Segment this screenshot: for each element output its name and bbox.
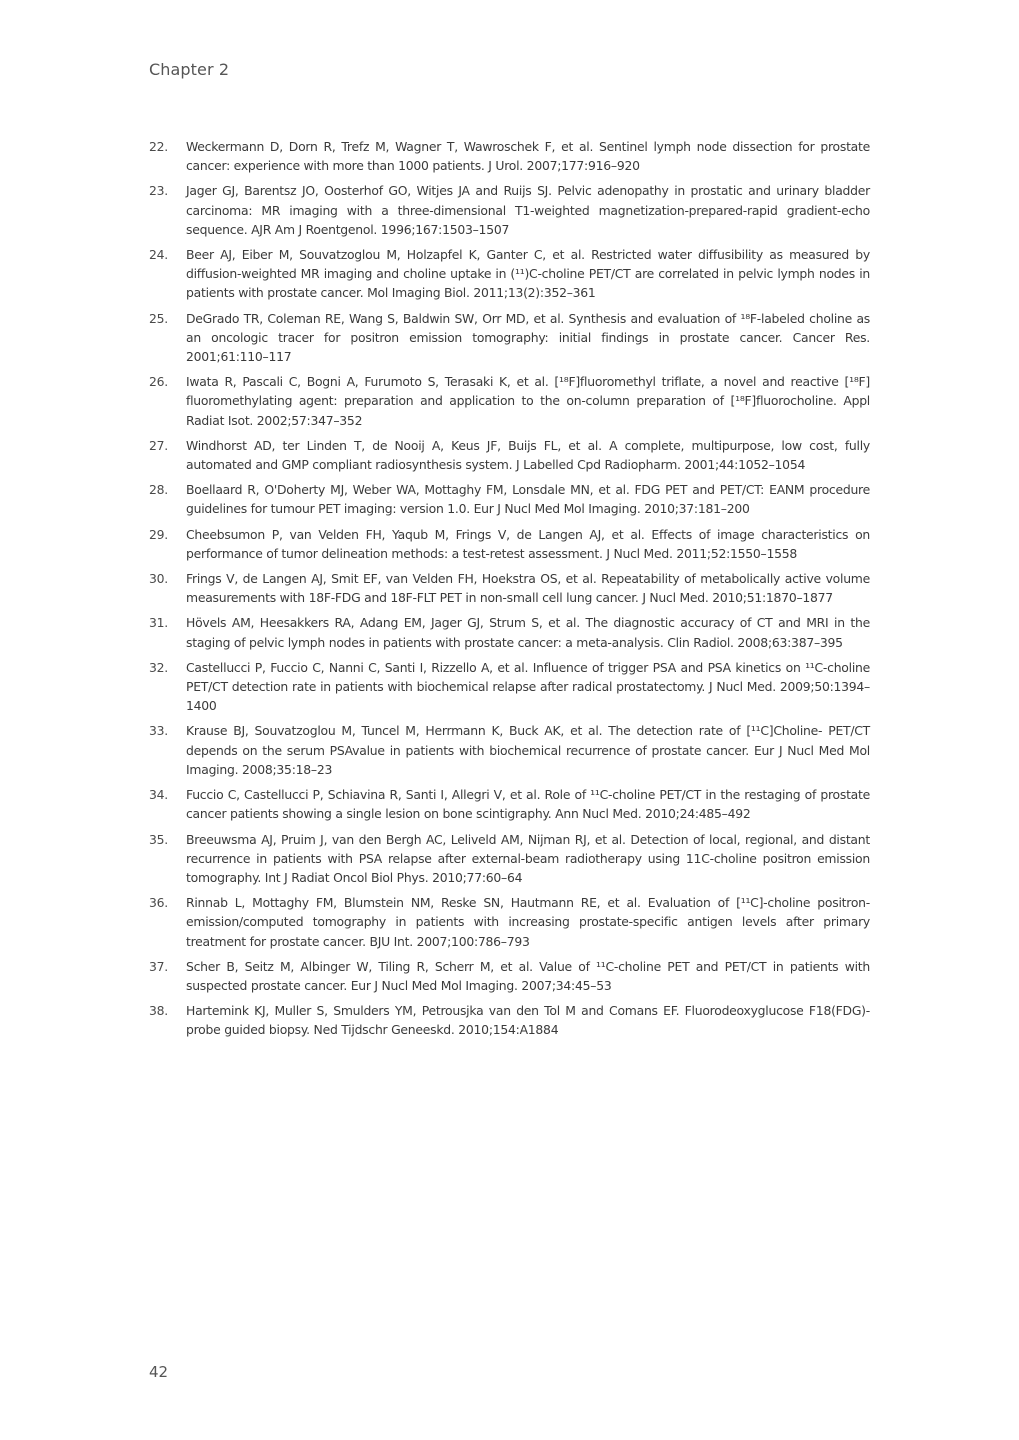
- running-header: Chapter 2: [149, 60, 230, 79]
- reference-item: [149, 830, 870, 888]
- reference-text: Iwata R, Pascali C, Bogni A, Furumoto S, Terasaki K, et al. [¹⁸F]fluoromethyl triflate, a novel and reactive [¹⁸F] fluoromethylating agent: preparation and application to the on-column preparation of [¹⁸F]fluorocholine. Appl Radiat Isot. 2002;57:347–352: [186, 374, 870, 428]
- reference-number: 27.: [149, 437, 168, 453]
- reference-number: 24.: [149, 247, 168, 263]
- reference-number: 36.: [149, 895, 168, 911]
- reference-text: Hövels AM, Heesakkers RA, Adang EM, Jager GJ, Strum S, et al. The diagnostic accuracy of CT and MRI in the staging of pelvic lymph nodes in patients with prostate cancer: a meta-analysis. Clin Radiol. 2008;63:387–395: [186, 615, 870, 650]
- reference-text: Windhorst AD, ter Linden T, de Nooij A, Keus JF, Buijs FL, et al. A complete, multipurpose, low cost, fully automated and GMP compliant radiosynthesis system. J Labelled Cpd Radiopharm. 2001;44:1052–1054: [186, 437, 870, 473]
- reference-number: 34.: [149, 787, 168, 803]
- reference-text: Frings V, de Langen AJ, Smit EF, van Velden FH, Hoekstra OS, et al. Repeatability of metabolically active volume measurements with 18F-FDG and 18F-FLT PET in non-small cell lung cancer. J Nucl Med. 2010;51:1870–1877: [186, 571, 870, 606]
- reference-number: 33.: [149, 723, 168, 739]
- reference-item: [149, 569, 870, 607]
- reference-number: 26.: [149, 374, 168, 390]
- reference-text: Scher B, Seitz M, Albinger W, Tiling R, Scherr M, et al. Value of ¹¹C-choline PET and PET/CT in patients with suspected prostate cancer. Eur J Nucl Med Mol Imaging. 2007;34:45–53: [186, 958, 870, 993]
- reference-number: 35.: [149, 831, 168, 847]
- reference-item: [149, 245, 870, 303]
- reference-text: Weckermann D, Dorn R, Trefz M, Wagner T, Wawroschek F, et al. Sentinel lymph node dissection for prostate cancer: experience with more than 1000 patients. J Urol. 2007;177:916–920: [186, 139, 870, 174]
- reference-item: [149, 893, 870, 951]
- reference-item: [149, 372, 870, 430]
- reference-number: 29.: [149, 526, 168, 542]
- reference-text: Fuccio C, Castellucci P, Schiavina R, Santi I, Allegri V, et al. Role of ¹¹C-choline PET/CT in the restaging of prostate cancer patients showing a single lesion on bone scintigraphy. Ann Nucl Med. 2010;24:485–492: [186, 787, 870, 822]
- page-number: 42: [149, 1363, 169, 1381]
- reference-text: Breeuwsma AJ, Pruim J, van den Bergh AC, Leliveld AM, Nijman RJ, et al. Detection of local, regional, and distant recurrence in patients with PSA relapse after external-beam radiotherapy using 11C-choline positron emission tomography. Int J Radiat Oncol Biol Phys. 2010;77:60–64: [186, 831, 870, 885]
- reference-number: 37.: [149, 958, 168, 974]
- reference-item: [149, 181, 870, 239]
- reference-text: Castellucci P, Fuccio C, Nanni C, Santi I, Rizzello A, et al. Influence of trigger PSA and PSA kinetics on ¹¹C-choline PET/CT detection rate in patients with biochemical relapse after radical prostatectomy. J Nucl Med. 2009;50:1394–1400: [186, 659, 870, 714]
- reference-number: 22.: [149, 139, 168, 154]
- reference-number: 31.: [149, 615, 168, 631]
- reference-text: Krause BJ, Souvatzoglou M, Tuncel M, Herrmann K, Buck AK, et al. The detection rate of [¹¹C]Choline- PET/CT depends on the serum PSAvalue in patients with biochemical recurrence of prostate cancer. Eur J Nucl Med Mol Imaging. 2008;35:18–23: [186, 723, 870, 777]
- reference-number: 32.: [149, 659, 168, 675]
- reference-text: DeGrado TR, Coleman RE, Wang S, Baldwin SW, Orr MD, et al. Synthesis and evaluation of ¹⁸F-labeled choline as an oncologic tracer for positron emission tomography: initial findings in prostate cancer. Cancer Res. 2001;61:110–117: [186, 310, 870, 365]
- reference-number: 25.: [149, 310, 168, 326]
- reference-number: 28.: [149, 482, 168, 498]
- reference-item: [149, 436, 870, 474]
- reference-number: 30.: [149, 571, 168, 587]
- reference-item: [149, 309, 870, 367]
- reference-item: [149, 721, 870, 779]
- reference-item: [149, 525, 870, 563]
- reference-text: Beer AJ, Eiber M, Souvatzoglou M, Holzapfel K, Ganter C, et al. Restricted water diffusibility as measured by diffusion-weighted MR imaging and choline uptake in (¹¹)C-choline PET/CT are correlated in pelvic lymph nodes in patients with prostate cancer. Mol Imaging Biol. 2011;13(2):352–361: [186, 247, 870, 301]
- reference-text: Hartemink KJ, Muller S, Smulders YM, Petrousjka van den Tol M and Comans EF. Fluorodeoxyglucose F18(FDG)-probe guided biopsy. Ned Tijdschr Geneeskd. 2010;154:A1884: [186, 1003, 870, 1038]
- reference-number: 23.: [149, 183, 168, 199]
- reference-text: Cheebsumon P, van Velden FH, Yaqub M, Frings V, de Langen AJ, et al. Effects of image characteristics on performance of tumor delineation methods: a test-retest assessment. J Nucl Med. 2011;52:1550–1558: [186, 526, 870, 561]
- reference-item: [149, 1001, 870, 1039]
- reference-text: Jager GJ, Barentsz JO, Oosterhof GO, Witjes JA and Ruijs SJ. Pelvic adenopathy in prostatic and urinary bladder carcinoma: MR imaging with a three-dimensional T1-weighted magnetization-prepared-rapid gradient-echo sequence. AJR Am J Roentgenol. 1996;167:1503–1507: [186, 183, 870, 237]
- reference-text: Rinnab L, Mottaghy FM, Blumstein NM, Reske SN, Hautmann RE, et al. Evaluation of [¹¹C]-choline positron-emission/computed tomography in patients with increasing prostate-specific antigen levels after primary treatment for prostate cancer. BJU Int. 2007;100:786–793: [186, 895, 870, 949]
- reference-list: [149, 137, 870, 1046]
- reference-text: Boellaard R, O'Doherty MJ, Weber WA, Mottaghy FM, Lonsdale MN, et al. FDG PET and PET/CT: EANM procedure guidelines for tumour PET imaging: version 1.0. Eur J Nucl Med Mol Imaging. 2010;37:181–200: [186, 482, 870, 517]
- reference-item: [149, 658, 870, 716]
- reference-item: [149, 613, 870, 651]
- reference-item: [149, 480, 870, 518]
- reference-item: [149, 785, 870, 823]
- reference-item: [149, 137, 870, 175]
- reference-number: 38.: [149, 1003, 168, 1019]
- reference-item: [149, 957, 870, 995]
